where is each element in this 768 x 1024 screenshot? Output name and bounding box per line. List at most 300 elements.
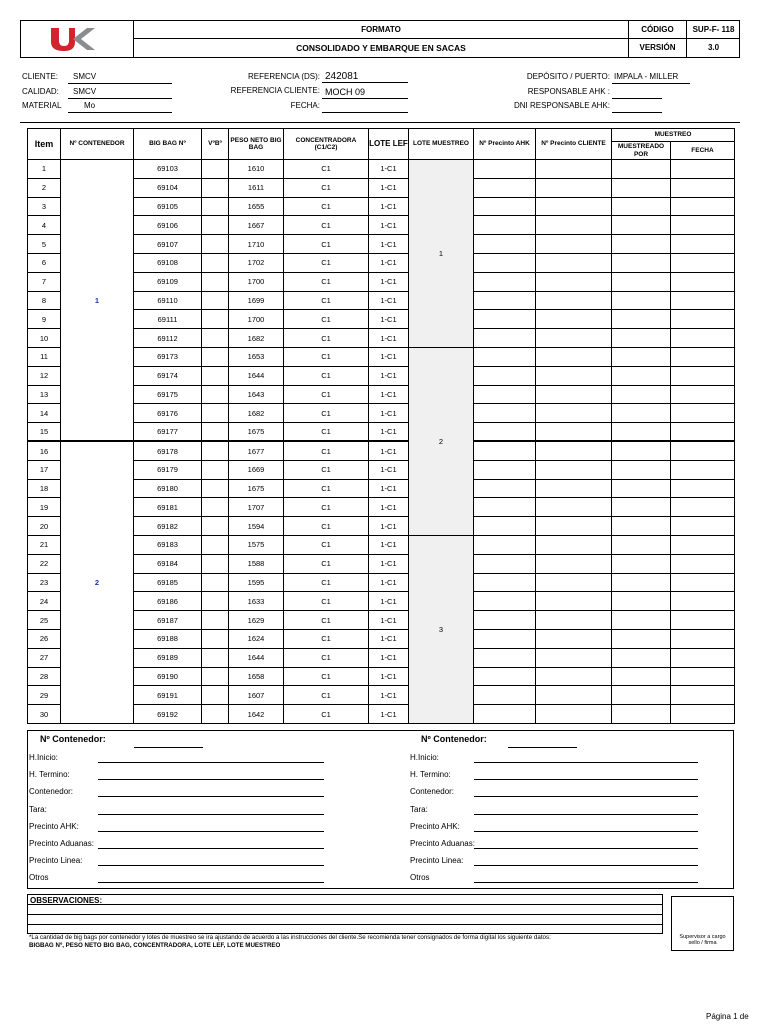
precinto-cliente-cell[interactable]	[536, 592, 612, 611]
container-field-input[interactable]	[98, 804, 324, 815]
muestreado-por-cell[interactable]	[612, 160, 671, 179]
material-label: MATERIAL	[22, 101, 62, 110]
peso-cell: 1588	[229, 554, 284, 573]
fecha-cell[interactable]	[671, 479, 735, 498]
concentradora-cell: C1	[284, 404, 369, 423]
container-title: Nº Contenedor:	[421, 734, 487, 744]
muestreado-por-cell[interactable]	[612, 385, 671, 404]
vb-cell[interactable]	[202, 291, 229, 310]
table-row	[28, 517, 735, 536]
bigbag-cell: 69173	[134, 347, 202, 366]
muestreado-por-cell[interactable]	[612, 178, 671, 197]
vb-cell[interactable]	[202, 160, 229, 179]
vb-cell[interactable]	[202, 592, 229, 611]
precinto-cliente-cell[interactable]	[536, 648, 612, 667]
ref-ds-label: REFERENCIA (DS):	[247, 72, 320, 81]
table-row	[28, 366, 735, 385]
vb-cell[interactable]	[202, 573, 229, 592]
peso-cell: 1710	[229, 235, 284, 254]
table-row	[28, 611, 735, 630]
precinto-ahk-cell[interactable]	[474, 460, 536, 479]
header-peso: PESO NETO BIG BAG	[229, 129, 284, 160]
container-field-label: Precinto AHK:	[29, 821, 79, 831]
muestreado-por-cell[interactable]	[612, 498, 671, 517]
container-field-input[interactable]	[474, 786, 698, 797]
cliente-value: SMCV	[73, 72, 97, 81]
fecha-label: FECHA:	[290, 101, 320, 110]
lotelef-cell: 1-C1	[369, 404, 409, 423]
fecha-cell[interactable]	[671, 253, 735, 272]
concentradora-cell: C1	[284, 705, 369, 724]
item-cell: 8	[28, 291, 61, 310]
item-cell: 20	[28, 517, 61, 536]
container-title: Nº Contenedor:	[40, 734, 106, 744]
precinto-cliente-cell[interactable]	[536, 705, 612, 724]
bigbag-cell: 69105	[134, 197, 202, 216]
material-field[interactable]	[68, 101, 172, 113]
fecha-cell[interactable]	[671, 667, 735, 686]
deposito-value: IMPALA - MILLER	[614, 72, 679, 81]
muestreado-por-cell[interactable]	[612, 235, 671, 254]
precinto-ahk-cell[interactable]	[474, 592, 536, 611]
vb-cell[interactable]	[202, 629, 229, 648]
vb-cell[interactable]	[202, 686, 229, 705]
concentradora-cell: C1	[284, 216, 369, 235]
precinto-cliente-cell[interactable]	[536, 686, 612, 705]
peso-cell: 1699	[229, 291, 284, 310]
fecha-cell[interactable]	[671, 554, 735, 573]
vb-cell[interactable]	[202, 385, 229, 404]
concentradora-cell: C1	[284, 498, 369, 517]
precinto-cliente-cell[interactable]	[536, 160, 612, 179]
fecha-cell[interactable]	[671, 347, 735, 366]
precinto-ahk-cell[interactable]	[474, 253, 536, 272]
bigbag-cell: 69107	[134, 235, 202, 254]
concentradora-cell: C1	[284, 272, 369, 291]
peso-cell: 1633	[229, 592, 284, 611]
precinto-cliente-cell[interactable]	[536, 573, 612, 592]
ref-ds-field[interactable]	[322, 71, 408, 83]
item-cell: 14	[28, 404, 61, 423]
item-cell: 12	[28, 366, 61, 385]
muestreado-por-cell[interactable]	[612, 441, 671, 460]
container-field-input[interactable]	[98, 872, 324, 883]
header-divider	[686, 21, 687, 57]
table-row	[28, 329, 735, 348]
container-field-input[interactable]	[98, 838, 324, 849]
item-cell: 27	[28, 648, 61, 667]
vb-cell[interactable]	[202, 554, 229, 573]
fecha-cell[interactable]	[671, 366, 735, 385]
concentradora-cell: C1	[284, 667, 369, 686]
precinto-ahk-cell[interactable]	[474, 611, 536, 630]
muestreado-por-cell[interactable]	[612, 347, 671, 366]
precinto-ahk-cell[interactable]	[474, 554, 536, 573]
calidad-label: CALIDAD:	[22, 87, 59, 96]
container-field-input[interactable]	[474, 821, 698, 832]
fecha-field[interactable]	[322, 101, 408, 113]
muestreado-por-cell[interactable]	[612, 686, 671, 705]
precinto-ahk-cell[interactable]	[474, 441, 536, 460]
container-field-input[interactable]	[474, 752, 698, 763]
item-cell: 6	[28, 253, 61, 272]
bigbag-cell: 69110	[134, 291, 202, 310]
muestreado-por-cell[interactable]	[612, 197, 671, 216]
logo-mark-icon	[49, 26, 97, 52]
table-row	[28, 441, 735, 460]
muestreado-por-cell[interactable]	[612, 216, 671, 235]
precinto-cliente-cell[interactable]	[536, 535, 612, 554]
container-field-input[interactable]	[474, 838, 698, 849]
concentradora-cell: C1	[284, 517, 369, 536]
muestreado-por-cell[interactable]	[612, 517, 671, 536]
precinto-cliente-cell[interactable]	[536, 385, 612, 404]
table-row	[28, 686, 735, 705]
lotelef-cell: 1-C1	[369, 517, 409, 536]
precinto-ahk-cell[interactable]	[474, 629, 536, 648]
vb-cell[interactable]	[202, 667, 229, 686]
bigbag-cell: 69108	[134, 253, 202, 272]
vb-cell[interactable]	[202, 460, 229, 479]
item-cell: 3	[28, 197, 61, 216]
muestreado-por-cell[interactable]	[612, 629, 671, 648]
muestreado-por-cell[interactable]	[612, 253, 671, 272]
muestreado-por-cell[interactable]	[612, 460, 671, 479]
container-field-label: H.Inicio:	[410, 753, 439, 762]
bigbag-cell: 69192	[134, 705, 202, 724]
vb-cell[interactable]	[202, 611, 229, 630]
peso-cell: 1610	[229, 160, 284, 179]
muestreado-por-cell[interactable]	[612, 535, 671, 554]
table-row	[28, 460, 735, 479]
vb-cell[interactable]	[202, 404, 229, 423]
vb-cell[interactable]	[202, 366, 229, 385]
footnote	[29, 934, 669, 951]
vb-cell[interactable]	[202, 178, 229, 197]
precinto-ahk-cell[interactable]	[474, 197, 536, 216]
ref-cliente-field[interactable]	[322, 87, 408, 99]
vb-cell[interactable]	[202, 272, 229, 291]
vb-cell[interactable]	[202, 197, 229, 216]
precinto-ahk-cell[interactable]	[474, 686, 536, 705]
peso-cell: 1644	[229, 366, 284, 385]
muestreado-por-cell[interactable]	[612, 423, 671, 442]
precinto-ahk-cell[interactable]	[474, 385, 536, 404]
signature-box[interactable]	[671, 896, 734, 951]
vb-cell[interactable]	[202, 423, 229, 442]
fecha-cell[interactable]	[671, 705, 735, 724]
item-cell: 4	[28, 216, 61, 235]
fecha-cell[interactable]	[671, 310, 735, 329]
concentradora-cell: C1	[284, 686, 369, 705]
precinto-ahk-cell[interactable]	[474, 517, 536, 536]
fecha-cell[interactable]	[671, 197, 735, 216]
precinto-cliente-cell[interactable]	[536, 178, 612, 197]
container-field-label: H.Inicio:	[29, 753, 58, 762]
vb-cell[interactable]	[202, 648, 229, 667]
peso-cell: 1594	[229, 517, 284, 536]
peso-cell: 1644	[229, 648, 284, 667]
table-body	[28, 160, 735, 724]
item-cell: 7	[28, 272, 61, 291]
concentradora-cell: C1	[284, 460, 369, 479]
precinto-ahk-cell[interactable]	[474, 178, 536, 197]
precinto-ahk-cell[interactable]	[474, 160, 536, 179]
precinto-ahk-cell[interactable]	[474, 329, 536, 348]
muestreado-por-cell[interactable]	[612, 366, 671, 385]
version-label: VERSIÓN	[639, 43, 676, 52]
item-cell: 1	[28, 160, 61, 179]
vb-cell[interactable]	[202, 535, 229, 554]
precinto-cliente-cell[interactable]	[536, 479, 612, 498]
muestreado-por-cell[interactable]	[612, 611, 671, 630]
peso-cell: 1667	[229, 216, 284, 235]
lotelef-cell: 1-C1	[369, 441, 409, 460]
precinto-cliente-cell[interactable]	[536, 291, 612, 310]
deposito-label: DEPÓSITO / PUERTO:	[526, 72, 610, 81]
vb-cell[interactable]	[202, 517, 229, 536]
deposito-field[interactable]	[612, 72, 690, 84]
precinto-cliente-cell[interactable]	[536, 498, 612, 517]
fecha-cell[interactable]	[671, 686, 735, 705]
bigbag-cell: 69112	[134, 329, 202, 348]
precinto-cliente-cell[interactable]	[536, 554, 612, 573]
observations-title: OBSERVACIONES:	[30, 896, 103, 905]
peso-cell: 1607	[229, 686, 284, 705]
fecha-cell[interactable]	[671, 329, 735, 348]
code-label: CÓDIGO	[641, 25, 674, 34]
fecha-cell[interactable]	[671, 648, 735, 667]
table-row	[28, 573, 735, 592]
fecha-cell[interactable]	[671, 272, 735, 291]
bigbag-cell: 69186	[134, 592, 202, 611]
bigbag-cell: 69104	[134, 178, 202, 197]
precinto-ahk-cell[interactable]	[474, 573, 536, 592]
peso-cell: 1669	[229, 460, 284, 479]
fecha-cell[interactable]	[671, 517, 735, 536]
precinto-cliente-cell[interactable]	[536, 517, 612, 536]
lotelef-cell: 1-C1	[369, 460, 409, 479]
fecha-cell[interactable]	[671, 404, 735, 423]
precinto-cliente-cell[interactable]	[536, 629, 612, 648]
precinto-ahk-cell[interactable]	[474, 291, 536, 310]
precinto-cliente-cell[interactable]	[536, 404, 612, 423]
fecha-cell[interactable]	[671, 592, 735, 611]
precinto-ahk-cell[interactable]	[474, 667, 536, 686]
fecha-cell[interactable]	[671, 423, 735, 442]
lotelef-cell: 1-C1	[369, 197, 409, 216]
header-item: Item	[28, 129, 61, 160]
fecha-cell[interactable]	[671, 611, 735, 630]
container-field-input[interactable]	[98, 786, 324, 797]
cliente-field[interactable]	[68, 72, 172, 84]
container-field-input[interactable]	[98, 821, 324, 832]
muestreado-por-cell[interactable]	[612, 479, 671, 498]
precinto-ahk-cell[interactable]	[474, 404, 536, 423]
observations-line	[28, 914, 662, 915]
container-field-input[interactable]	[98, 769, 324, 780]
precinto-ahk-cell[interactable]	[474, 535, 536, 554]
precinto-cliente-cell[interactable]	[536, 272, 612, 291]
table-row	[28, 216, 735, 235]
lotelef-cell: 1-C1	[369, 648, 409, 667]
precinto-ahk-cell[interactable]	[474, 272, 536, 291]
lotelef-cell: 1-C1	[369, 479, 409, 498]
container-field-input[interactable]	[474, 804, 698, 815]
precinto-cliente-cell[interactable]	[536, 197, 612, 216]
fecha-cell[interactable]	[671, 498, 735, 517]
vb-cell[interactable]	[202, 235, 229, 254]
item-cell: 19	[28, 498, 61, 517]
bigbag-cell: 69111	[134, 310, 202, 329]
vb-cell[interactable]	[202, 253, 229, 272]
container-number-field[interactable]	[134, 735, 203, 748]
vb-cell[interactable]	[202, 216, 229, 235]
precinto-ahk-cell[interactable]	[474, 423, 536, 442]
precinto-cliente-cell[interactable]	[536, 253, 612, 272]
fecha-cell[interactable]	[671, 460, 735, 479]
precinto-ahk-cell[interactable]	[474, 648, 536, 667]
footnote-bold: BIGBAG Nº, PESO NETO BIG BAG, CONCENTRADORA, LOTE LEF, LOTE MUESTREO	[29, 942, 281, 950]
item-cell: 9	[28, 310, 61, 329]
fecha-cell[interactable]	[671, 235, 735, 254]
fecha-cell[interactable]	[671, 441, 735, 460]
resp-field[interactable]	[612, 87, 662, 99]
table-row	[28, 235, 735, 254]
bigbag-cell: 69174	[134, 366, 202, 385]
precinto-cliente-cell[interactable]	[536, 329, 612, 348]
container-field-input[interactable]	[98, 752, 324, 763]
concentradora-cell: C1	[284, 441, 369, 460]
header-divider	[628, 21, 629, 57]
item-cell: 28	[28, 667, 61, 686]
vb-cell[interactable]	[202, 441, 229, 460]
muestreado-por-cell[interactable]	[612, 705, 671, 724]
vb-cell[interactable]	[202, 329, 229, 348]
precinto-cliente-cell[interactable]	[536, 423, 612, 442]
precinto-cliente-cell[interactable]	[536, 667, 612, 686]
muestreado-por-cell[interactable]	[612, 404, 671, 423]
table-row	[28, 554, 735, 573]
observations-box[interactable]	[27, 894, 663, 934]
table-row	[28, 310, 735, 329]
muestreado-por-cell[interactable]	[612, 648, 671, 667]
bigbag-cell: 69182	[134, 517, 202, 536]
lotelef-cell: 1-C1	[369, 498, 409, 517]
lote-muestreo-cell: 3	[409, 535, 474, 723]
container-field-label: Precinto AHK:	[410, 821, 460, 831]
muestreado-por-cell[interactable]	[612, 592, 671, 611]
container-field-label: Contenedor:	[410, 787, 455, 797]
bigbag-cell: 69190	[134, 667, 202, 686]
signature-label: Supervisor a cargo sello / firma	[679, 933, 726, 947]
fecha-cell[interactable]	[671, 216, 735, 235]
container-field-label: Contenedor:	[29, 787, 74, 797]
table-row	[28, 705, 735, 724]
precinto-cliente-cell[interactable]	[536, 216, 612, 235]
muestreado-por-cell[interactable]	[612, 667, 671, 686]
precinto-ahk-cell[interactable]	[474, 705, 536, 724]
precinto-ahk-cell[interactable]	[474, 498, 536, 517]
precinto-cliente-cell[interactable]	[536, 460, 612, 479]
fecha-cell[interactable]	[671, 629, 735, 648]
container-details-block	[27, 730, 734, 889]
fecha-cell[interactable]	[671, 160, 735, 179]
muestreado-por-cell[interactable]	[612, 310, 671, 329]
lotelef-cell: 1-C1	[369, 573, 409, 592]
observations-line	[28, 924, 662, 925]
precinto-ahk-cell[interactable]	[474, 366, 536, 385]
calidad-field[interactable]	[68, 87, 172, 99]
muestreado-por-cell[interactable]	[612, 573, 671, 592]
lotelef-cell: 1-C1	[369, 272, 409, 291]
container-field-input[interactable]	[474, 872, 698, 883]
bigbag-cell: 69180	[134, 479, 202, 498]
fecha-cell[interactable]	[671, 385, 735, 404]
format-label: FORMATO	[361, 25, 401, 34]
concentradora-cell: C1	[284, 178, 369, 197]
vb-cell[interactable]	[202, 347, 229, 366]
muestreado-por-cell[interactable]	[612, 272, 671, 291]
precinto-ahk-cell[interactable]	[474, 347, 536, 366]
item-cell: 10	[28, 329, 61, 348]
precinto-cliente-cell[interactable]	[536, 235, 612, 254]
precinto-cliente-cell[interactable]	[536, 310, 612, 329]
bigbag-cell: 69176	[134, 404, 202, 423]
concentradora-cell: C1	[284, 554, 369, 573]
precinto-ahk-cell[interactable]	[474, 216, 536, 235]
vb-cell[interactable]	[202, 498, 229, 517]
lotelef-cell: 1-C1	[369, 329, 409, 348]
container-number-field[interactable]	[508, 735, 577, 748]
precinto-cliente-cell[interactable]	[536, 441, 612, 460]
precinto-cliente-cell[interactable]	[536, 611, 612, 630]
muestreado-por-cell[interactable]	[612, 291, 671, 310]
vb-cell[interactable]	[202, 705, 229, 724]
fecha-cell[interactable]	[671, 291, 735, 310]
container-field-input[interactable]	[474, 769, 698, 780]
lotelef-cell: 1-C1	[369, 611, 409, 630]
muestreado-por-cell[interactable]	[612, 554, 671, 573]
lote-muestreo-cell: 1	[409, 160, 474, 348]
container-field-input[interactable]	[474, 855, 698, 866]
fecha-cell[interactable]	[671, 573, 735, 592]
lotelef-cell: 1-C1	[369, 385, 409, 404]
precinto-cliente-cell[interactable]	[536, 366, 612, 385]
peso-cell: 1677	[229, 441, 284, 460]
dni-field[interactable]	[612, 101, 662, 113]
ref-cliente-label: REFERENCIA CLIENTE:	[230, 86, 320, 95]
concentradora-cell: C1	[284, 329, 369, 348]
table-row	[28, 347, 735, 366]
peso-cell: 1700	[229, 310, 284, 329]
muestreado-por-cell[interactable]	[612, 329, 671, 348]
lotelef-cell: 1-C1	[369, 253, 409, 272]
lotelef-cell: 1-C1	[369, 366, 409, 385]
vb-cell[interactable]	[202, 310, 229, 329]
precinto-cliente-cell[interactable]	[536, 347, 612, 366]
container-field-label: Otros	[410, 873, 430, 883]
vb-cell[interactable]	[202, 479, 229, 498]
fecha-cell[interactable]	[671, 178, 735, 197]
fecha-cell[interactable]	[671, 535, 735, 554]
container-field-input[interactable]	[98, 855, 324, 866]
precinto-ahk-cell[interactable]	[474, 235, 536, 254]
section-divider	[20, 122, 740, 123]
precinto-ahk-cell[interactable]	[474, 310, 536, 329]
precinto-ahk-cell[interactable]	[474, 479, 536, 498]
item-cell: 23	[28, 573, 61, 592]
